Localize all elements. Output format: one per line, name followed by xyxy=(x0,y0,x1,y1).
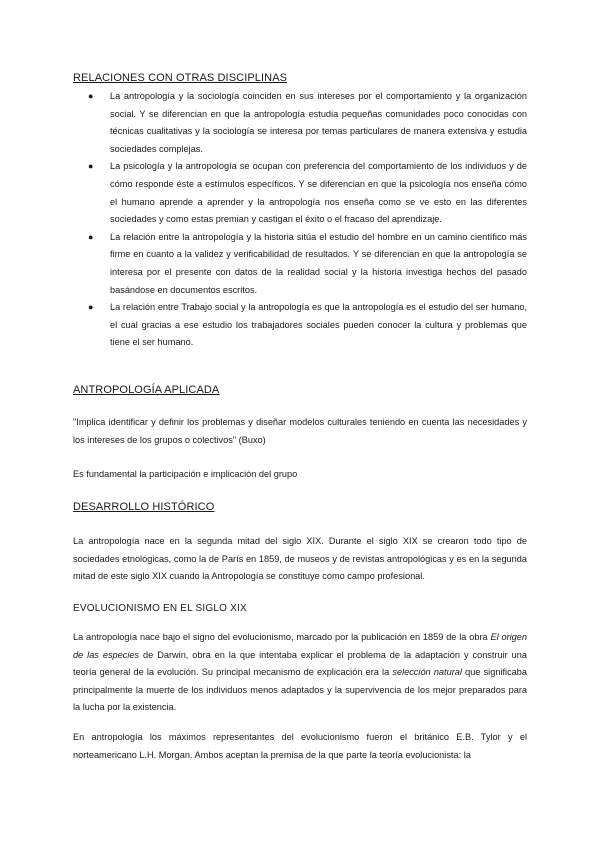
text-run: La antropología nace bajo el signo del evolucionismo, marcado por la publicación en 1859 de la obra xyxy=(73,632,491,642)
bullet-icon: ● xyxy=(88,91,94,101)
term: selección natural xyxy=(392,667,462,678)
note-paragraph: Es fundamental la participación e implicación del grupo xyxy=(73,469,298,479)
heading-relaciones: RELACIONES CON OTRAS DISCIPLINAS xyxy=(73,72,288,84)
quote-paragraph: "Implica identificar y definir los problemas y diseñar modelos culturales teniendo en cuenta las necesidades y los intereses de los grupos o colectivos" (Buxo) xyxy=(73,417,527,445)
list-item xyxy=(73,299,527,352)
bullet-list-relaciones xyxy=(73,88,527,352)
evolucionismo-paragraph-1 xyxy=(73,629,527,717)
bullet-text: La psicología y la antropología se ocupan con preferencia del comportamiento de los individuos y de cómo responde éste a estímulos específicos. Y se diferencian en que la psicología nos enseña cómo el humano aprende a aprender y la antropología nos enseña como se ve esto en las diferentes sociedades y como estas premian y castigan el éxito o el fracaso del aprendizaje. xyxy=(110,161,527,225)
evolucionismo-paragraph-2: En antropología los máximos representantes del evolucionismo fueron el británico E.B. Tylor y el norteamericano L.H. Morgan. Ambos aceptan la premisa de la que parte la teoría evolucionista: la xyxy=(73,732,527,760)
text-run: de Darwin, obra en la que intentaba explicar el problema de la adaptación y construir una teoría general de la evolución. Su principal mecanismo de explicación era la xyxy=(73,649,527,678)
heading-historico: DESARROLLO HISTÓRICO xyxy=(73,501,215,513)
bullet-text: La relación entre Trabajo social y la antropología es que la antropología es el estudio del ser humano, el cual gracias a ese estudio los trabajadores sociales pueden conocer la cultura y problemas que tiene el ser humano. xyxy=(110,302,527,348)
historico-paragraph: La antropología nace en la segunda mitad del siglo XIX. Durante el siglo XIX se crearon todo tipo de sociedades etnológicas, como la de París en 1859, de museos y de revistas antropológicas y es en la segunda mitad de este siglo XIX cuando la Antropología se constituye como campo profesional. xyxy=(73,536,527,582)
bullet-icon: ● xyxy=(88,302,94,313)
bullet-text: La relación entre la antropología y la historia sitúa el estudio del hombre en un camino científico más firme en cuanto a la validez y verificabilidad de resultados. Y se diferencian en que la antropología se interesa por el presente con datos de la realidad social y la historia investiga hechos del pasado basándose en documentos escritos. xyxy=(110,231,527,295)
bullet-text: La antropología y la sociología coinciden en sus intereses por el comportamiento y la organización social. Y se diferencian en que la antropología estudia pequeñas comunidades poco conocidas con técnicas cualitativas y la sociología se interesa por temas particulares de manera extensiva y estudia sociedades complejas. xyxy=(110,91,527,154)
text-run: que significaba principalmente la muerte de los individuos menos adaptados y la supervivencia de los mejor preparados para la lucha por la existencia. xyxy=(73,667,527,713)
list-item xyxy=(73,158,527,228)
book-title: El origen de las especies xyxy=(73,632,527,660)
list-item xyxy=(73,88,527,158)
heading-evolucionismo: EVOLUCIONISMO EN EL SIGLO XIX xyxy=(73,603,247,614)
bullet-icon: ● xyxy=(88,161,94,172)
heading-aplicada: ANTROPOLOGÍA APLICADA xyxy=(73,384,220,396)
bullet-icon: ● xyxy=(88,231,94,242)
list-item xyxy=(73,229,527,299)
